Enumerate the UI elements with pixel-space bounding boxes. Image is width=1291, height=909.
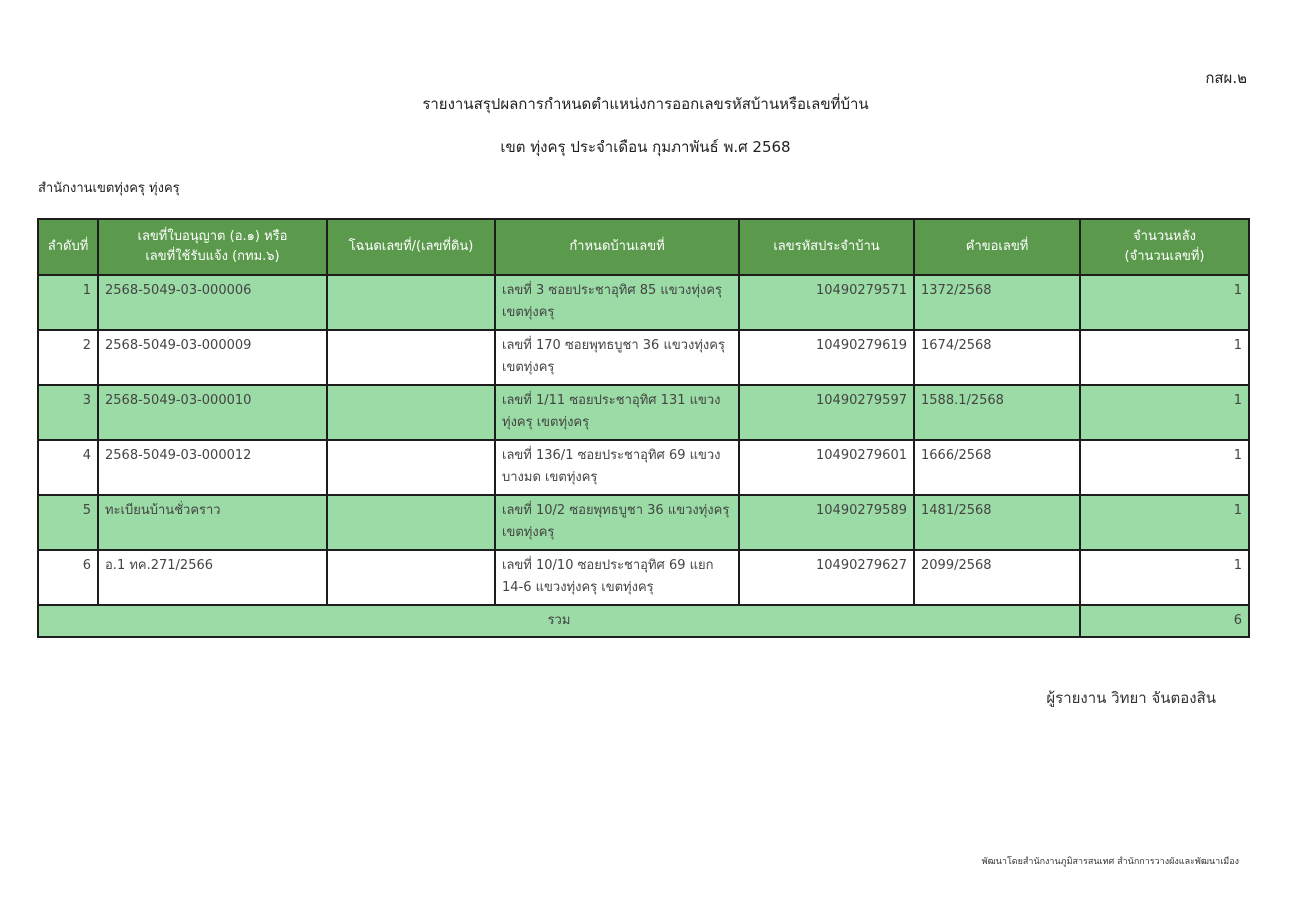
cell-house-code: 10490279597 [739, 385, 914, 440]
total-value: 6 [1080, 605, 1249, 637]
cell-count: 1 [1080, 440, 1249, 495]
cell-request: 1481/2568 [914, 495, 1080, 550]
col-header-permit [98, 219, 327, 275]
cell-permit: 2568-5049-03-000012 [98, 440, 327, 495]
cell-no: 6 [38, 550, 98, 605]
col-header-permit-text: เลขที่ใบอนุญาต (อ.๑) หรือ เลขที่ใช้รับแจ้ง (กทม.๖) [137, 229, 288, 264]
cell-address: เลขที่ 10/2 ซอยพุทธบูชา 36 แขวงทุ่งครุ เขตทุ่งครุ [495, 495, 739, 550]
cell-deed [327, 275, 495, 330]
cell-request: 1372/2568 [914, 275, 1080, 330]
cell-deed [327, 385, 495, 440]
cell-permit: 2568-5049-03-000010 [98, 385, 327, 440]
cell-count: 1 [1080, 550, 1249, 605]
col-header-count [1080, 219, 1249, 275]
form-code: กสผ.๒ [1205, 69, 1247, 87]
cell-house-code: 10490279571 [739, 275, 914, 330]
cell-no: 5 [38, 495, 98, 550]
cell-count: 1 [1080, 275, 1249, 330]
report-subtitle: เขต ทุ่งครุ ประจำเดือน กุมภาพันธ์ พ.ศ 2568 [500, 138, 791, 156]
cell-no: 2 [38, 330, 98, 385]
cell-address: เลขที่ 10/10 ซอยประชาอุทิศ 69 แยก 14-6 แขวงทุ่งครุ เขตทุ่งครุ [495, 550, 739, 605]
cell-request: 1674/2568 [914, 330, 1080, 385]
cell-address: เลขที่ 136/1 ซอยประชาอุทิศ 69 แขวงบางมด เขตทุ่งครุ [495, 440, 739, 495]
cell-deed [327, 495, 495, 550]
table-row [38, 495, 1249, 550]
table-row [38, 275, 1249, 330]
col-header-house-code: เลขรหัสประจำบ้าน [739, 219, 914, 275]
table-row [38, 550, 1249, 605]
report-table [37, 218, 1250, 638]
total-row [38, 605, 1249, 637]
col-header-no: ลำดับที่ [38, 219, 98, 275]
table-row [38, 385, 1249, 440]
cell-permit: 2568-5049-03-000006 [98, 275, 327, 330]
cell-count: 1 [1080, 385, 1249, 440]
col-header-deed: โฉนดเลขที่/(เลขที่ดิน) [327, 219, 495, 275]
table-row [38, 330, 1249, 385]
cell-permit: 2568-5049-03-000009 [98, 330, 327, 385]
cell-no: 3 [38, 385, 98, 440]
cell-permit: ทะเบียนบ้านชั่วคราว [98, 495, 327, 550]
cell-deed [327, 330, 495, 385]
cell-deed [327, 440, 495, 495]
header-row [38, 219, 1249, 275]
reporter-signature: ผู้รายงาน วิทยา จันตองสิน [1046, 689, 1216, 707]
footer-credit: พัฒนาโดยสำนักงานภูมิสารสนเทศ สำนักการวางผังและพัฒนาเมือง [981, 857, 1239, 867]
cell-count: 1 [1080, 330, 1249, 385]
cell-count: 1 [1080, 495, 1249, 550]
cell-deed [327, 550, 495, 605]
col-header-address: กำหนดบ้านเลขที่ [495, 219, 739, 275]
cell-no: 1 [38, 275, 98, 330]
report-title: รายงานสรุปผลการกำหนดตำแหน่งการออกเลขรหัสบ้านหรือเลขที่บ้าน [422, 95, 869, 113]
cell-house-code: 10490279619 [739, 330, 914, 385]
col-header-request: คำขอเลขที่ [914, 219, 1080, 275]
cell-address: เลขที่ 1/11 ซอยประชาอุทิศ 131 แขวงทุ่งครุ เขตทุ่งครุ [495, 385, 739, 440]
cell-request: 2099/2568 [914, 550, 1080, 605]
total-label: รวม [38, 605, 1080, 637]
cell-house-code: 10490279589 [739, 495, 914, 550]
office-name: สำนักงานเขตทุ่งครุ ทุ่งครุ [38, 181, 180, 196]
cell-request: 1588.1/2568 [914, 385, 1080, 440]
col-header-count-text: จำนวนหลัง (จำนวนเลขที่) [1124, 229, 1205, 264]
cell-no: 4 [38, 440, 98, 495]
cell-house-code: 10490279627 [739, 550, 914, 605]
cell-request: 1666/2568 [914, 440, 1080, 495]
cell-house-code: 10490279601 [739, 440, 914, 495]
table-row [38, 440, 1249, 495]
cell-address: เลขที่ 170 ซอยพุทธบูชา 36 แขวงทุ่งครุ เขตทุ่งครุ [495, 330, 739, 385]
cell-address: เลขที่ 3 ซอยประชาอุทิศ 85 แขวงทุ่งครุ เขตทุ่งครุ [495, 275, 739, 330]
cell-permit: อ.1 ทค.271/2566 [98, 550, 327, 605]
